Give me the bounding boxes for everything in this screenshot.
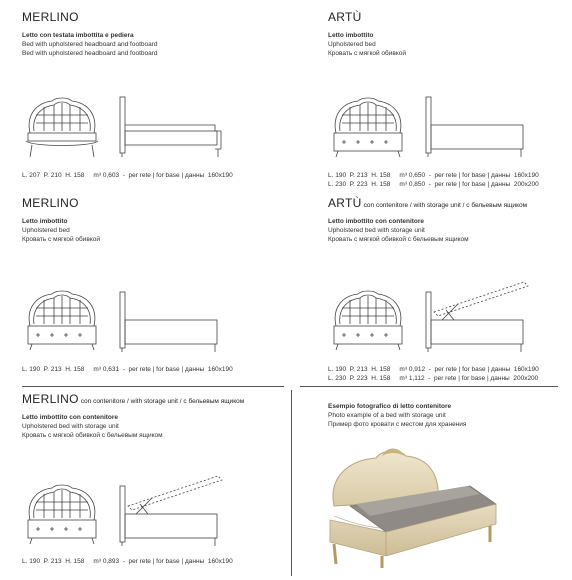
merlino-upholstered-side-drawing: [118, 290, 223, 352]
merlino-section: [22, 10, 282, 58]
artu-storage-dimensions: L. 190 P. 213 H. 158 m³ 0,912 - per rete | for base | данны 160x190 L. 230 P. 223 H. 158 m³ 1,112 - per rete | for base | данны 200x200: [328, 366, 539, 382]
description-en: Upholstered bed with storage unit: [22, 423, 119, 430]
artu-storage-side-drawing: [424, 280, 534, 352]
bed-photo: [320, 446, 498, 574]
column-divider: [291, 390, 292, 576]
description-it: Letto imbottito con contenitore: [328, 218, 425, 225]
product-subtitle: con contenitore / with storage unit / с бельевым ящиком: [363, 202, 528, 209]
merlino-side-drawing: [118, 95, 223, 157]
description-ru: Кровать с мягкой обивкой с бельевым ящиком: [22, 432, 163, 439]
product-title: MERLINO: [22, 196, 79, 210]
description-ru: Пример фото кровати с местом для хранения: [328, 421, 467, 428]
description-it: Letto imbottito: [22, 218, 68, 225]
description-en: Bed with upholstered headboard and footboard: [22, 41, 158, 48]
section-divider: [22, 386, 284, 387]
section-divider: [300, 386, 558, 387]
photo-description: [328, 402, 568, 429]
artu-front-drawing: [328, 95, 408, 160]
description-ru: Кровать с мягкой обивкой: [22, 236, 101, 243]
artu-dimensions: L. 190 P. 213 H. 158 m³ 0,650 - per rete | for base | данны 160x190 L. 230 P. 223 H. 158 m³ 0,850 - per rete | for base | данны 200x200: [328, 172, 539, 188]
description-ru: Кровать с мягкой обивкой: [328, 50, 407, 57]
description-it: Esempio fotografico di letto contenitore: [328, 403, 452, 410]
description-en: Photo example of a bed with storage unit: [328, 412, 446, 419]
product-description: [22, 413, 284, 440]
merlino-front-drawing: [22, 95, 102, 160]
product-title: MERLINO con contenitore / with storage unit / с бельевым ящиком: [22, 392, 245, 406]
merlino-upholstered-section: [22, 196, 282, 244]
product-description: [328, 217, 568, 244]
product-title: ARTÙ: [328, 10, 362, 24]
photo-example-caption: [328, 402, 568, 429]
merlino-upholstered-dimensions: L. 190 P. 213 H. 158 m³ 0,631 - per rete | for base | данны 160x190: [22, 366, 233, 373]
artu-storage-section: [328, 196, 568, 244]
artu-storage-front-drawing: [328, 288, 408, 353]
description-ru: Bed with upholstered headboard and footboard: [22, 50, 158, 57]
merlino-upholstered-front-drawing: [22, 288, 102, 353]
description-en: Upholstered bed: [22, 227, 70, 234]
artu-side-drawing: [424, 95, 529, 157]
product-subtitle: con contenitore / with storage unit / с бельевым ящиком: [80, 398, 245, 405]
product-description: [328, 31, 568, 58]
product-description: [22, 217, 282, 244]
description-en: Upholstered bed with storage unit: [328, 227, 425, 234]
description-it: Letto con testata imbottita e pediera: [22, 32, 134, 39]
description-en: Upholstered bed: [328, 41, 376, 48]
merlino-storage-dimensions: L. 190 P. 213 H. 158 m³ 0,893 - per rete | for base | данны 160x190: [22, 558, 233, 565]
description-it: Letto imbottito con contenitore: [22, 414, 119, 421]
merlino-storage-side-drawing: [118, 474, 228, 546]
product-title: ARTÙ con contenitore / with storage unit / с бельевым ящиком: [328, 196, 528, 210]
merlino-storage-front-drawing: [22, 482, 102, 547]
product-title: MERLINO: [22, 10, 79, 24]
merlino-storage-section: [22, 392, 284, 440]
product-description: [22, 31, 282, 58]
merlino-dimensions: L. 207 P. 210 H. 158 m³ 0,603 - per rete | for base | данны 160x190: [22, 172, 233, 179]
artu-section: [328, 10, 568, 58]
description-ru: Кровать с мягкой обивкой с бельевым ящиком: [328, 236, 469, 243]
description-it: Letto imbottito: [328, 32, 374, 39]
